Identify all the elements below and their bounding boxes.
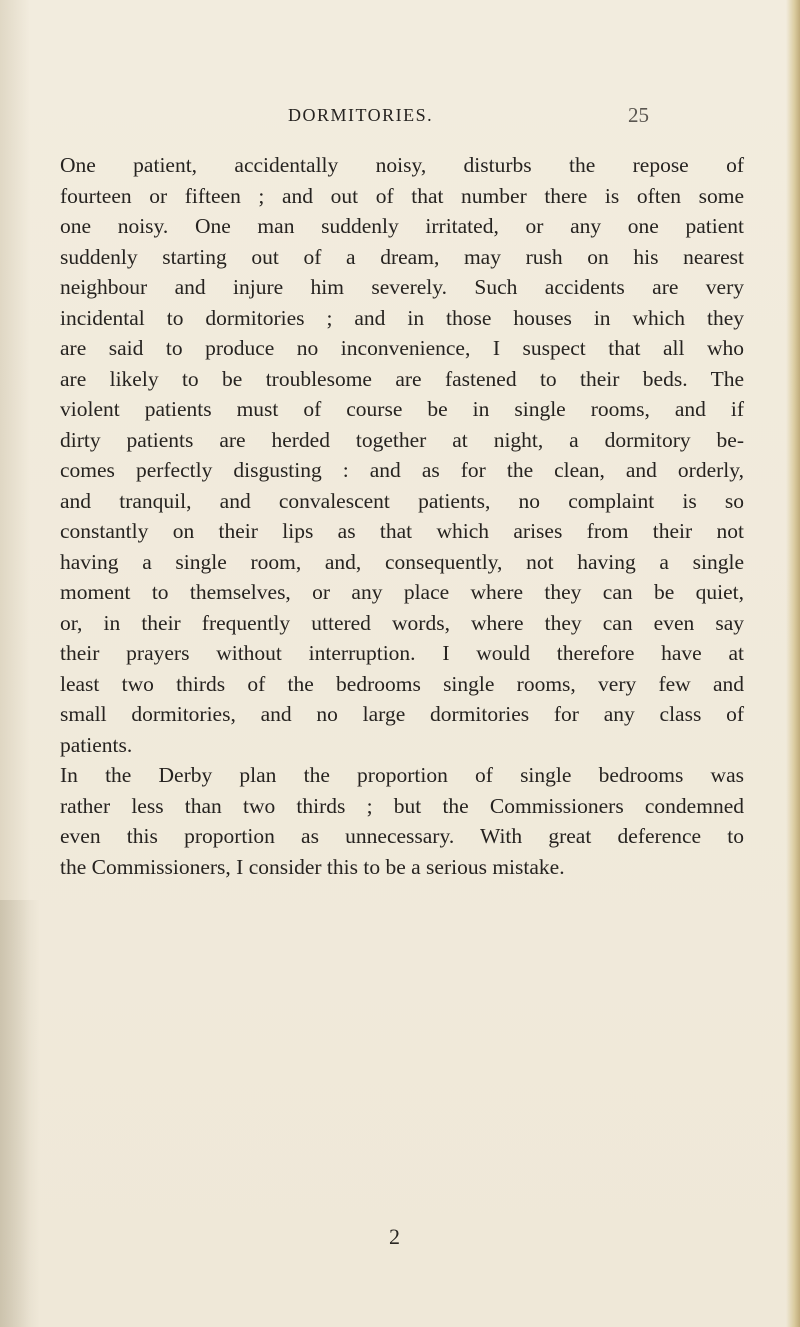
text-line: In the Derby plan the proportion of single bedrooms was bbox=[60, 763, 744, 787]
text-line: constantly on their lips as that which arises from their not bbox=[60, 519, 744, 543]
signature-mark: 2 bbox=[389, 1224, 400, 1249]
text-line: small dormitories, and no large dormitories for any class of bbox=[60, 702, 744, 726]
text-line: or, in their frequently uttered words, where they can even say bbox=[60, 610, 744, 635]
text-line: are said to produce no inconvenience, I suspect that all who bbox=[60, 336, 744, 360]
text-line: least two thirds of the bedrooms single rooms, very few and bbox=[60, 671, 744, 696]
text-line: fourteen or fifteen ; and out of that number there is often some bbox=[60, 183, 744, 208]
text-line: the Commissioners, I consider this to be a serious mistake. bbox=[60, 854, 565, 879]
running-head bbox=[0, 103, 800, 133]
text-line: are likely to be troublesome are fastened to their beds. The bbox=[60, 366, 744, 391]
text-line: even this proportion as unnecessary. With great deference to bbox=[60, 824, 744, 848]
text-line: neighbour and injure him severely. Such accidents are very bbox=[60, 275, 744, 299]
text-line: rather less than two thirds ; but the Commissioners condemned bbox=[60, 793, 744, 818]
text-line: their prayers without interruption. I would therefore have at bbox=[60, 641, 744, 665]
gutter-shadow bbox=[0, 900, 40, 1327]
text-line: dirty patients are herded together at night, a dormitory be- bbox=[60, 427, 744, 452]
text-line: violent patients must of course be in single rooms, and if bbox=[60, 397, 744, 421]
text-line: incidental to dormitories ; and in those houses in which they bbox=[60, 305, 744, 330]
text-line: One patient, accidentally noisy, disturbs the repose of bbox=[60, 153, 744, 177]
text-line: comes perfectly disgusting : and as for the clean, and orderly, bbox=[60, 458, 744, 482]
running-title: DORMITORIES. bbox=[288, 105, 434, 125]
text-line: moment to themselves, or any place where they can be quiet, bbox=[60, 580, 744, 604]
page-number: 25 bbox=[628, 103, 649, 127]
text-line: having a single room, and, consequently, not having a single bbox=[60, 549, 744, 574]
text-line: patients. bbox=[60, 732, 133, 757]
body-text bbox=[60, 150, 744, 882]
text-line: and tranquil, and convalescent patients, no complaint is so bbox=[60, 488, 744, 513]
text-line: one noisy. One man suddenly irritated, or any one patient bbox=[60, 214, 744, 238]
text-line: suddenly starting out of a dream, may rush on his nearest bbox=[60, 244, 744, 269]
page-edge bbox=[786, 0, 800, 1327]
